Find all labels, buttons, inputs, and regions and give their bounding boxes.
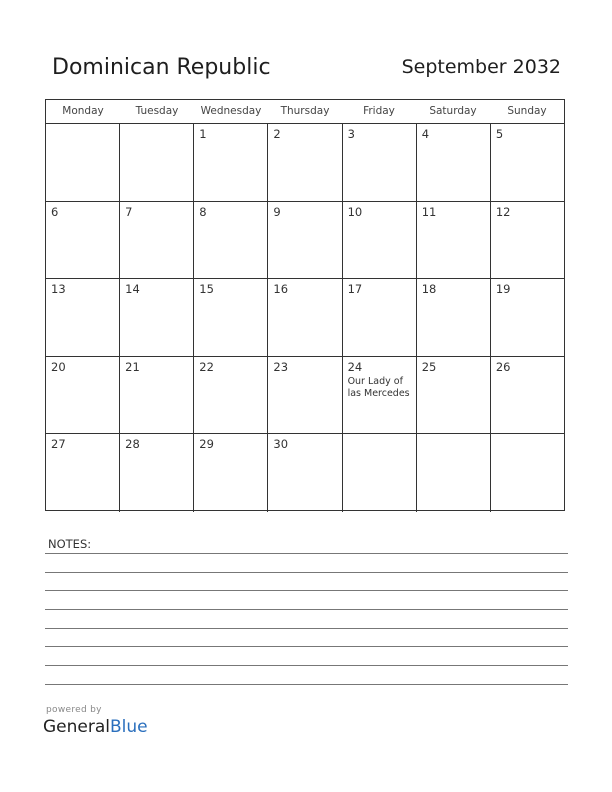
day-number: 13 [51,282,66,297]
day-cell [491,434,564,512]
day-number: 26 [495,359,511,374]
day-number: 17 [347,282,363,297]
day-cell [417,434,491,512]
day-number: 28 [125,437,140,452]
day-cell [343,279,417,356]
day-cell [268,124,342,201]
day-number: 3 [347,127,355,141]
day-number: 29 [199,437,214,452]
day-cell [46,202,120,279]
note-line [45,628,568,629]
week-row [46,202,564,280]
day-cell [120,357,194,434]
weekday-label: Thursday [280,105,330,117]
day-number: 25 [421,359,437,374]
day-cell [343,202,417,279]
day-number: 16 [273,282,289,297]
note-line [45,590,568,591]
holiday-label: Our Lady of las Mercedes [347,375,410,399]
note-line [45,572,568,573]
day-cell [120,202,194,279]
day-cell [268,357,342,434]
day-cell [268,434,342,512]
day-cell [46,279,120,356]
day-number: 14 [125,282,140,297]
day-cell [120,124,194,201]
day-cell [268,202,342,279]
weekday-label: Tuesday [135,105,179,117]
week-row [46,279,564,357]
day-number: 4 [421,127,430,141]
day-cell [46,124,120,201]
weekday-header [46,100,564,124]
day-cell [120,434,194,512]
day-number: 2 [273,127,281,141]
weekday-label: Sunday [507,105,547,117]
day-number: 24 [347,359,363,374]
day-number: 7 [125,204,133,219]
day-number: 21 [125,359,140,374]
note-line [45,684,568,685]
day-cell [194,202,268,279]
day-cell [417,202,491,279]
brand-general: General [43,717,110,737]
weekday-label: Friday [363,105,395,117]
weekday-label: Saturday [429,105,477,117]
week-row [46,434,564,512]
day-cell [46,434,120,512]
day-number: 19 [495,282,511,297]
day-number: 5 [495,127,504,141]
day-number: 30 [273,437,289,452]
day-number: 22 [199,359,214,374]
calendar-grid [45,99,565,511]
notes-label: NOTES: [48,537,92,551]
week-row [46,357,564,435]
day-cell [491,124,564,201]
weekday-label: Monday [62,105,104,117]
day-number: 8 [199,204,207,219]
day-cell [491,202,564,279]
day-number: 11 [421,204,437,219]
day-number: 23 [273,359,289,374]
note-line [45,646,568,647]
day-number: 9 [273,204,281,219]
brand-blue: Blue [110,717,148,737]
day-cell [46,357,120,434]
note-line [45,665,568,666]
powered-by-text: powered by [46,705,102,715]
day-number: 27 [51,437,66,452]
day-cell [491,357,564,434]
note-line [45,609,568,610]
day-number: 10 [347,204,363,219]
country-title: Dominican Republic [52,55,271,80]
day-number: 1 [199,127,207,141]
month-title: September 2032 [401,56,561,78]
week-row [46,124,564,202]
day-cell [417,124,491,201]
note-line [45,553,568,554]
brand-logo [43,717,148,737]
day-cell [343,124,417,201]
weekday-label: Wednesday [200,105,262,117]
day-cell [120,279,194,356]
day-number: 12 [495,204,511,219]
day-cell [194,124,268,201]
day-number: 6 [51,204,59,219]
day-cell [491,279,564,356]
day-cell [194,279,268,356]
day-cell [194,434,268,512]
day-cell [417,279,491,356]
day-cell [343,434,417,512]
day-cell [268,279,342,356]
day-number: 15 [199,282,214,297]
day-cell [194,357,268,434]
day-cell [417,357,491,434]
day-number: 18 [421,282,437,297]
day-cell [343,357,417,434]
day-number: 20 [51,359,66,374]
